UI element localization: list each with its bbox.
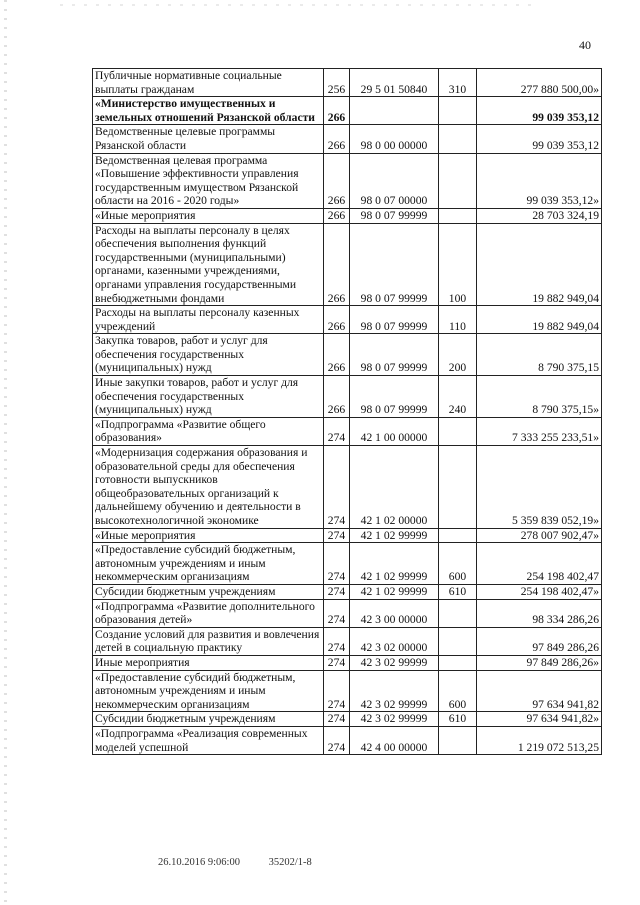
table-row (93, 334, 602, 376)
row-name-cell: Публичные нормативные социальные выплаты гражданам (93, 69, 324, 97)
row-sum-cell: 278 007 902,47» (477, 528, 602, 543)
row-sum-cell: 99 039 353,12» (477, 153, 602, 208)
row-sum-cell: 28 703 324,19 (477, 208, 602, 223)
table-row (93, 417, 602, 445)
row-name-cell: Расходы на выплаты персоналу казенных учреждений (93, 306, 324, 334)
row-code-cell: 266 (324, 125, 350, 153)
row-name-cell: «Подпрограмма «Развитие дополнительного образования детей» (93, 599, 324, 627)
row-vr-cell: 600 (439, 543, 477, 585)
row-code-cell: 256 (324, 69, 350, 97)
row-code-cell: 274 (324, 599, 350, 627)
row-csr-cell: 42 3 00 00000 (350, 599, 439, 627)
row-csr-cell: 42 1 00 00000 (350, 417, 439, 445)
row-sum-cell: 1 219 072 513,25 (477, 726, 602, 754)
row-vr-cell (439, 125, 477, 153)
row-code-cell: 274 (324, 655, 350, 670)
footer-doc-code: 35202/1-8 (268, 857, 312, 868)
row-vr-cell: 310 (439, 69, 477, 97)
row-csr-cell: 42 3 02 99999 (350, 655, 439, 670)
row-code-cell: 274 (324, 670, 350, 712)
table-row (93, 599, 602, 627)
row-code-cell: 274 (324, 726, 350, 754)
row-code-cell: 274 (324, 543, 350, 585)
row-csr-cell: 98 0 07 99999 (350, 208, 439, 223)
row-csr-cell: 98 0 07 99999 (350, 334, 439, 376)
table-row (93, 153, 602, 208)
row-csr-cell: 98 0 07 99999 (350, 376, 439, 418)
row-vr-cell (439, 208, 477, 223)
row-sum-cell: 7 333 255 233,51» (477, 417, 602, 445)
row-sum-cell: 8 790 375,15 (477, 334, 602, 376)
row-csr-cell: 42 3 02 99999 (350, 712, 439, 727)
row-sum-cell: 99 039 353,12 (477, 97, 602, 125)
row-name-cell: «Иные мероприятия (93, 208, 324, 223)
row-vr-cell (439, 417, 477, 445)
row-vr-cell (439, 627, 477, 655)
table-row (93, 125, 602, 153)
row-name-cell: «Предоставление субсидий бюджетным, автономным учреждениям и иным некоммерческим организациям (93, 670, 324, 712)
row-name-cell: Ведомственные целевые программы Рязанской области (93, 125, 324, 153)
table-row (93, 376, 602, 418)
row-vr-cell (439, 153, 477, 208)
row-vr-cell: 610 (439, 712, 477, 727)
row-name-cell: Создание условий для развития и вовлечения детей в социальную практику (93, 627, 324, 655)
scan-margin-artifact (4, 0, 7, 905)
row-csr-cell: 29 5 01 50840 (350, 69, 439, 97)
row-name-cell: «Модернизация содержания образования и образовательной среды для обеспечения готовности выпускников общеобразовательных организаций к дальнейшему обучению и деятельности в высокотехнологичной экономике (93, 446, 324, 529)
row-name-cell: «Предоставление субсидий бюджетным, автономным учреждениям и иным некоммерческим организациям (93, 543, 324, 585)
row-code-cell: 274 (324, 417, 350, 445)
table-row (93, 712, 602, 727)
row-vr-cell: 610 (439, 584, 477, 599)
row-csr-cell: 98 0 07 99999 (350, 306, 439, 334)
table-row (93, 223, 602, 306)
row-vr-cell (439, 446, 477, 529)
page-number: 40 (579, 38, 591, 52)
row-csr-cell: 42 1 02 99999 (350, 584, 439, 599)
row-name-cell: «Министерство имущественных и земельных отношений Рязанской области (93, 97, 324, 125)
row-sum-cell: 97 634 941,82 (477, 670, 602, 712)
row-csr-cell: 42 1 02 99999 (350, 543, 439, 585)
row-name-cell: Иные мероприятия (93, 655, 324, 670)
row-code-cell: 274 (324, 446, 350, 529)
row-name-cell: «Подпрограмма «Реализация современных моделей успешной (93, 726, 324, 754)
row-name-cell: «Иные мероприятия (93, 528, 324, 543)
row-code-cell: 266 (324, 306, 350, 334)
row-code-cell: 274 (324, 528, 350, 543)
footer (158, 857, 312, 868)
row-sum-cell: 98 334 286,26 (477, 599, 602, 627)
row-name-cell: Субсидии бюджетным учреждениям (93, 712, 324, 727)
row-csr-cell: 42 1 02 00000 (350, 446, 439, 529)
table-row (93, 306, 602, 334)
budget-table (92, 68, 602, 755)
row-csr-cell: 98 0 00 00000 (350, 125, 439, 153)
row-sum-cell: 97 849 286,26» (477, 655, 602, 670)
row-csr-cell (350, 97, 439, 125)
row-sum-cell: 277 880 500,00» (477, 69, 602, 97)
table-row (93, 69, 602, 97)
row-name-cell: Иные закупки товаров, работ и услуг для обеспечения государственных (муниципальных) нужд (93, 376, 324, 418)
row-sum-cell: 19 882 949,04 (477, 223, 602, 306)
row-name-cell: Закупка товаров, работ и услуг для обеспечения государственных (муниципальных) нужд (93, 334, 324, 376)
row-csr-cell: 42 1 02 99999 (350, 528, 439, 543)
row-csr-cell: 98 0 07 00000 (350, 153, 439, 208)
row-sum-cell: 19 882 949,04 (477, 306, 602, 334)
row-sum-cell: 8 790 375,15» (477, 376, 602, 418)
scan-top-artifact (60, 4, 540, 6)
row-csr-cell: 42 3 02 00000 (350, 627, 439, 655)
row-code-cell: 274 (324, 712, 350, 727)
row-vr-cell (439, 655, 477, 670)
footer-datetime: 26.10.2016 9:06:00 (158, 857, 240, 868)
row-sum-cell: 5 359 839 052,19» (477, 446, 602, 529)
row-code-cell: 266 (324, 208, 350, 223)
row-vr-cell: 600 (439, 670, 477, 712)
row-code-cell: 266 (324, 223, 350, 306)
row-name-cell: Расходы на выплаты персоналу в целях обеспечения выполнения функций государственными (муниципальными) органами, казенными учреждениями, органами управления государственными внебюджетными фондами (93, 223, 324, 306)
row-sum-cell: 254 198 402,47 (477, 543, 602, 585)
row-sum-cell: 97 849 286,26 (477, 627, 602, 655)
row-name-cell: Ведомственная целевая программа «Повышение эффективности управления государственным имуществом Рязанской области на 2016 - 2020 годы» (93, 153, 324, 208)
table-row (93, 584, 602, 599)
row-sum-cell: 97 634 941,82» (477, 712, 602, 727)
table-row (93, 97, 602, 125)
table-row (93, 726, 602, 754)
row-code-cell: 266 (324, 97, 350, 125)
row-name-cell: «Подпрограмма «Развитие общего образования» (93, 417, 324, 445)
row-vr-cell: 100 (439, 223, 477, 306)
table-row (93, 627, 602, 655)
row-vr-cell (439, 97, 477, 125)
table-row (93, 446, 602, 529)
row-sum-cell: 254 198 402,47» (477, 584, 602, 599)
row-vr-cell (439, 726, 477, 754)
row-vr-cell: 110 (439, 306, 477, 334)
row-code-cell: 266 (324, 376, 350, 418)
row-vr-cell (439, 599, 477, 627)
row-vr-cell: 240 (439, 376, 477, 418)
row-vr-cell (439, 528, 477, 543)
row-sum-cell: 99 039 353,12 (477, 125, 602, 153)
table-row (93, 543, 602, 585)
row-csr-cell: 98 0 07 99999 (350, 223, 439, 306)
row-code-cell: 274 (324, 584, 350, 599)
budget-table-body (93, 69, 602, 755)
row-code-cell: 274 (324, 627, 350, 655)
table-row (93, 208, 602, 223)
row-code-cell: 266 (324, 334, 350, 376)
table-row (93, 528, 602, 543)
table-row (93, 655, 602, 670)
row-csr-cell: 42 4 00 00000 (350, 726, 439, 754)
row-code-cell: 266 (324, 153, 350, 208)
row-vr-cell: 200 (439, 334, 477, 376)
row-name-cell: Субсидии бюджетным учреждениям (93, 584, 324, 599)
table-row (93, 670, 602, 712)
row-csr-cell: 42 3 02 99999 (350, 670, 439, 712)
